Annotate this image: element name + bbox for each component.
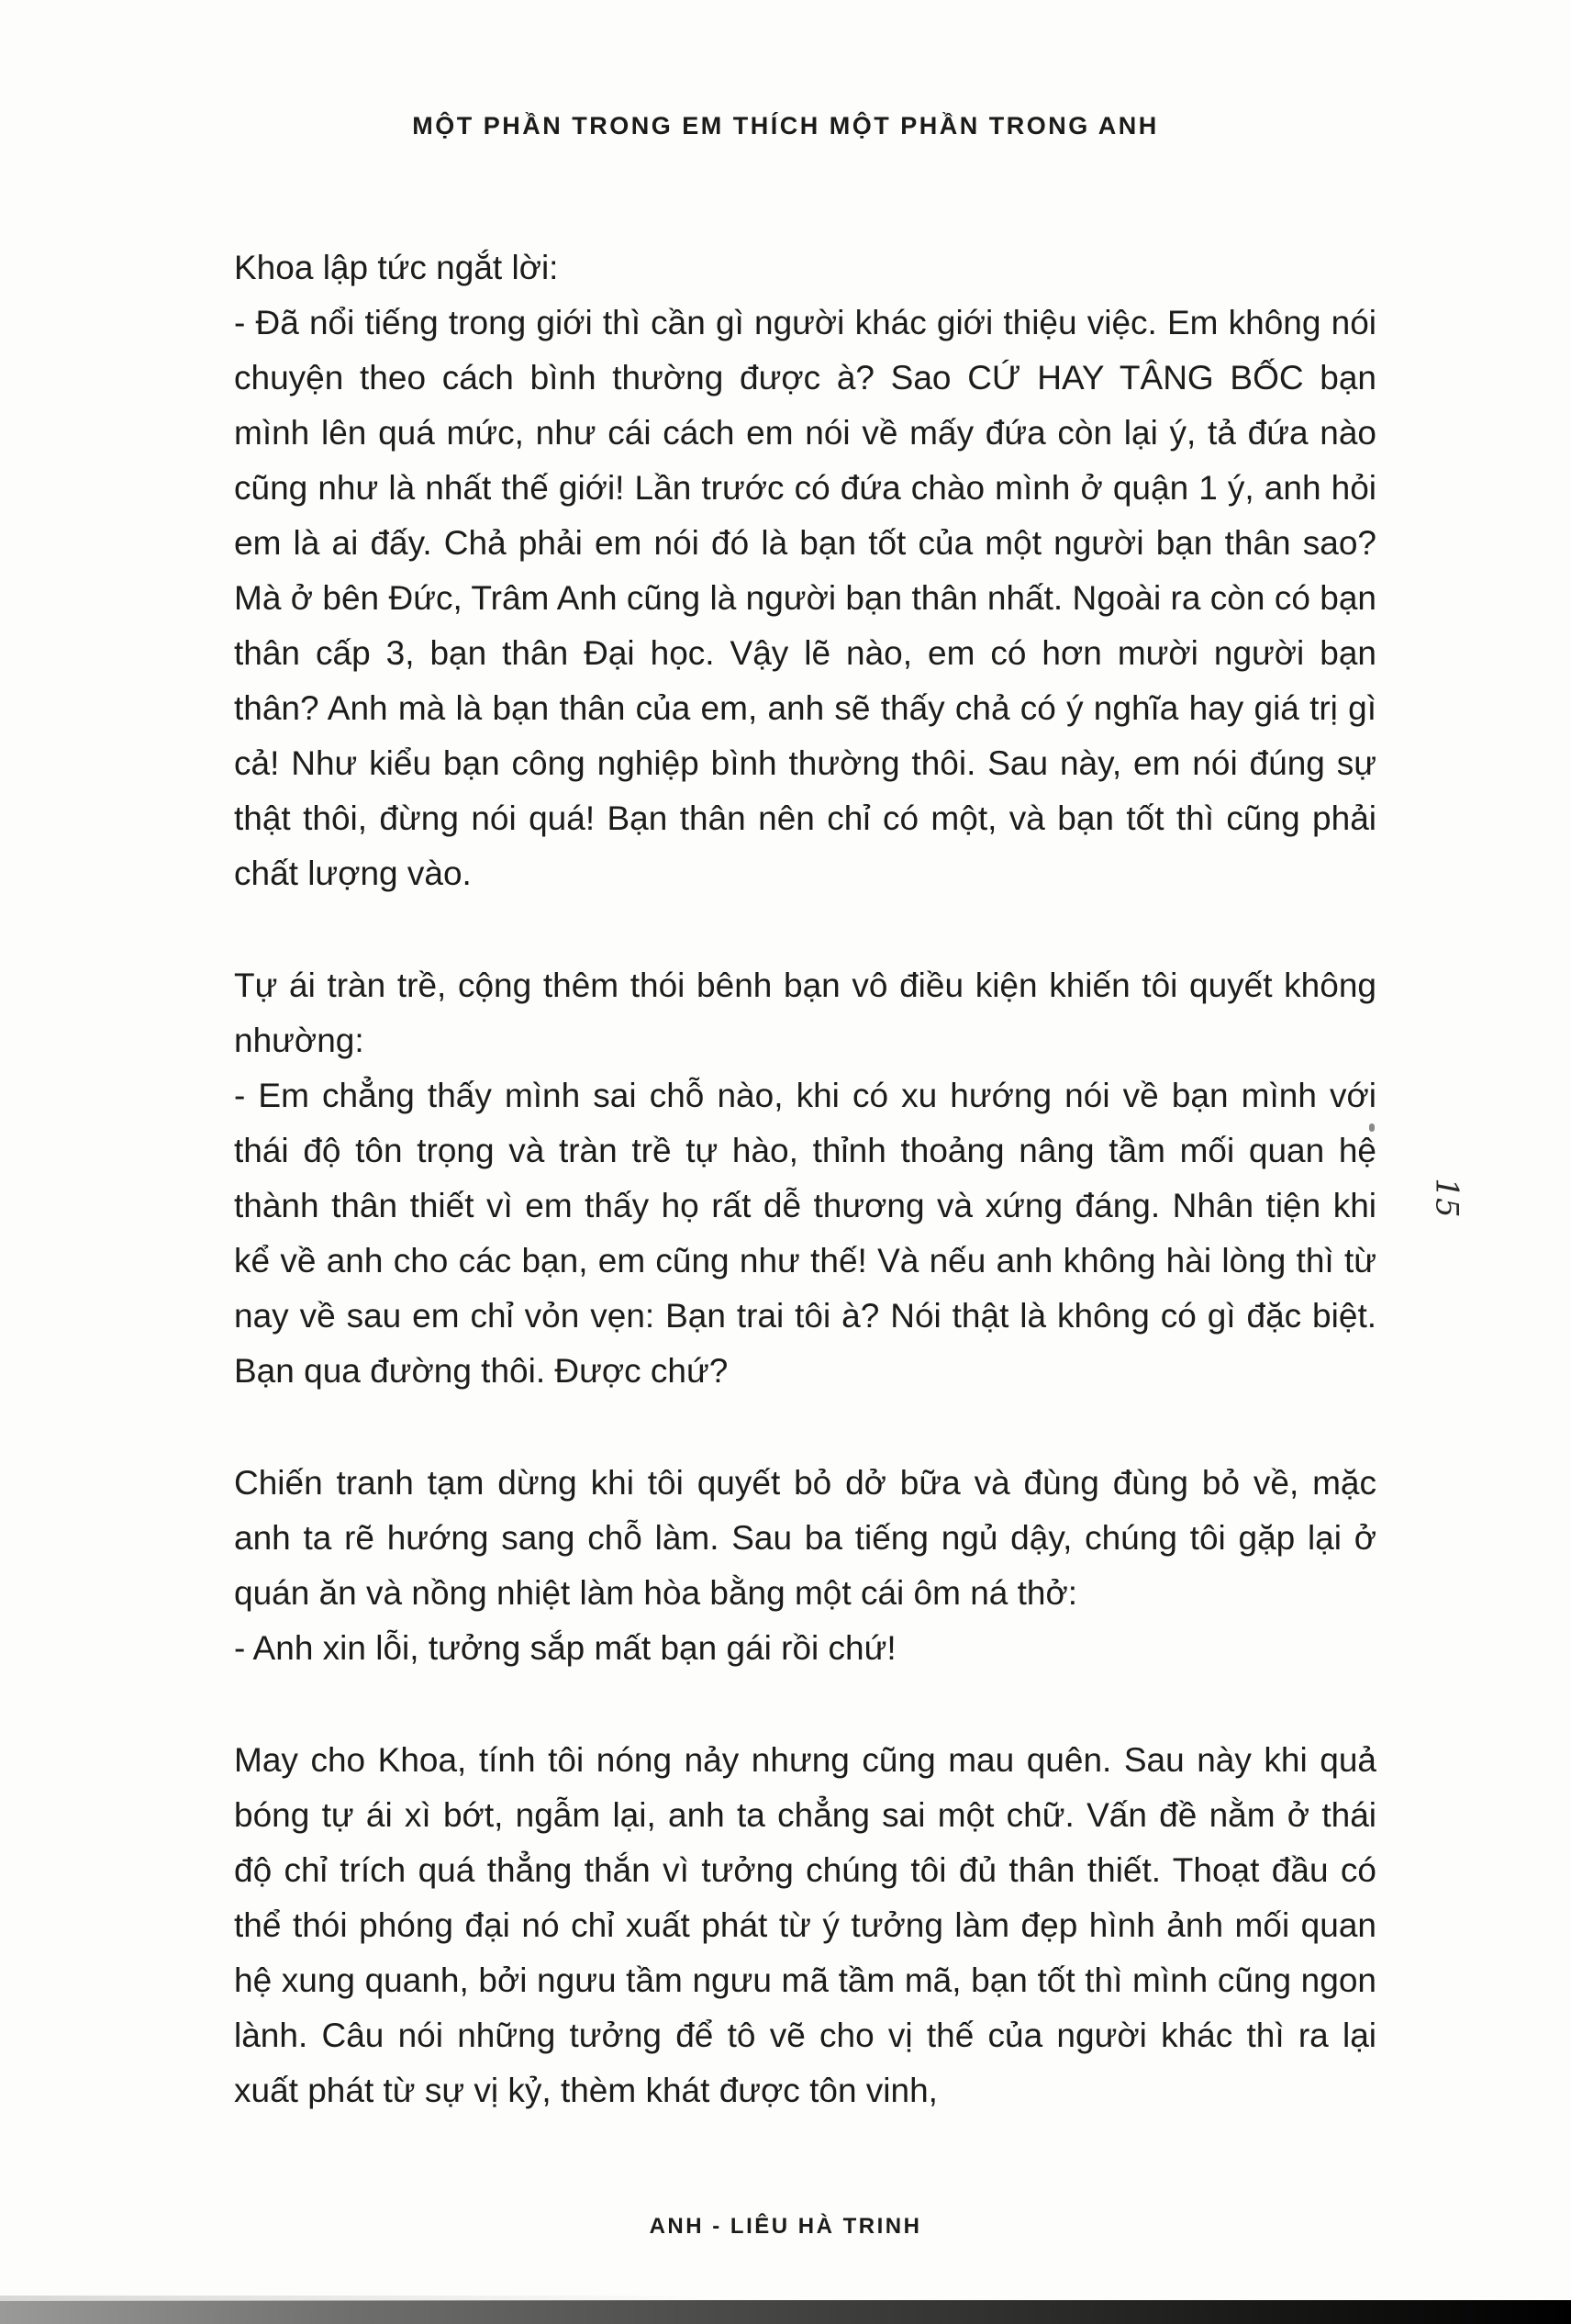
paragraph: Khoa lập tức ngắt lời:: [234, 249, 559, 286]
paragraph: - Anh xin lỗi, tưởng sắp mất bạn gái rồi chứ!: [234, 1629, 897, 1667]
text-block: [234, 240, 1376, 2118]
paragraph: - Đã nổi tiếng trong giới thì cần gì người khác giới thiệu việc. Em không nói chuyện theo cách bình thường được à? Sao CỨ HAY TÂNG BỐC bạn mình lên quá mức, như cái cách em nói về mấy đứa còn lại ý, tả đứa nào cũng như là nhất thế giới! Lần trước có đứa chào mình ở quận 1 ý, anh hỏi em là ai đấy. Chả phải em nói đó là bạn tốt của một người bạn thân sao? Mà ở bên Đức, Trâm Anh cũng là người bạn thân nhất. Ngoài ra còn có bạn thân cấp 3, bạn thân Đại học. Vậy lẽ nào, em có hơn mười người bạn thân? Anh mà là bạn thân của em, anh sẽ thấy chả có ý nghĩa hay giá trị gì cả! Như kiểu bạn công nghiệp bình thường thôi. Sau này, em nói đúng sự thật thôi, đừng nói quá! Bạn thân nên chỉ có một, và bạn tốt thì cũng phải chất lượng vào.: [234, 304, 1376, 892]
running-head: MỘT PHẦN TRONG EM THÍCH MỘT PHẦN TRONG ANH: [412, 112, 1159, 140]
paragraph: Tự ái tràn trề, cộng thêm thói bênh bạn vô điều kiện khiến tôi quyết không nhường:: [234, 966, 1376, 1059]
scan-speck: [1369, 1123, 1375, 1132]
scan-edge-strip: [0, 2300, 1571, 2324]
footer-book-title: ANH - LIÊU HÀ TRINH: [649, 2214, 922, 2239]
paragraph: May cho Khoa, tính tôi nóng nảy nhưng cũng mau quên. Sau này khi quả bóng tự ái xì bớt, ngẫm lại, anh ta chẳng sai một chữ. Vấn đề nằm ở thái độ chỉ trích quá thẳng thắn vì tưởng chúng tôi đủ thân thiết. Thoạt đầu có thể thói phóng đại nó chỉ xuất phát từ ý tưởng làm đẹp hình ảnh mối quan hệ xung quanh, bởi ngưu tầm ngưu mã tầm mã, bạn tốt thì mình cũng ngon lành. Câu nói những tưởng để tô vẽ cho vị thế của người khác thì ra lại xuất phát từ sự vị kỷ, thèm khát được tôn vinh,: [234, 1741, 1376, 2109]
paragraph: Chiến tranh tạm dừng khi tôi quyết bỏ dở bữa và đùng đùng bỏ về, mặc anh ta rẽ hướng sang chỗ làm. Sau ba tiếng ngủ dậy, chúng tôi gặp lại ở quán ăn và nồng nhiệt làm hòa bằng một cái ôm ná thở:: [234, 1464, 1376, 1612]
page-number: 15: [1428, 1178, 1465, 1218]
paragraph: - Em chẳng thấy mình sai chỗ nào, khi có xu hướng nói về bạn mình với thái độ tôn trọng và tràn trề tự hào, thỉnh thoảng nâng tầm mối quan hệ thành thân thiết vì em thấy họ rất dễ thương và xứng đáng. Nhân tiện khi kể về anh cho các bạn, em cũng như thế! Và nếu anh không hài lòng thì từ nay về sau em chỉ vỏn vẹn: Bạn trai tôi à? Nói thật là không có gì đặc biệt. Bạn qua đường thôi. Được chứ?: [234, 1077, 1376, 1390]
